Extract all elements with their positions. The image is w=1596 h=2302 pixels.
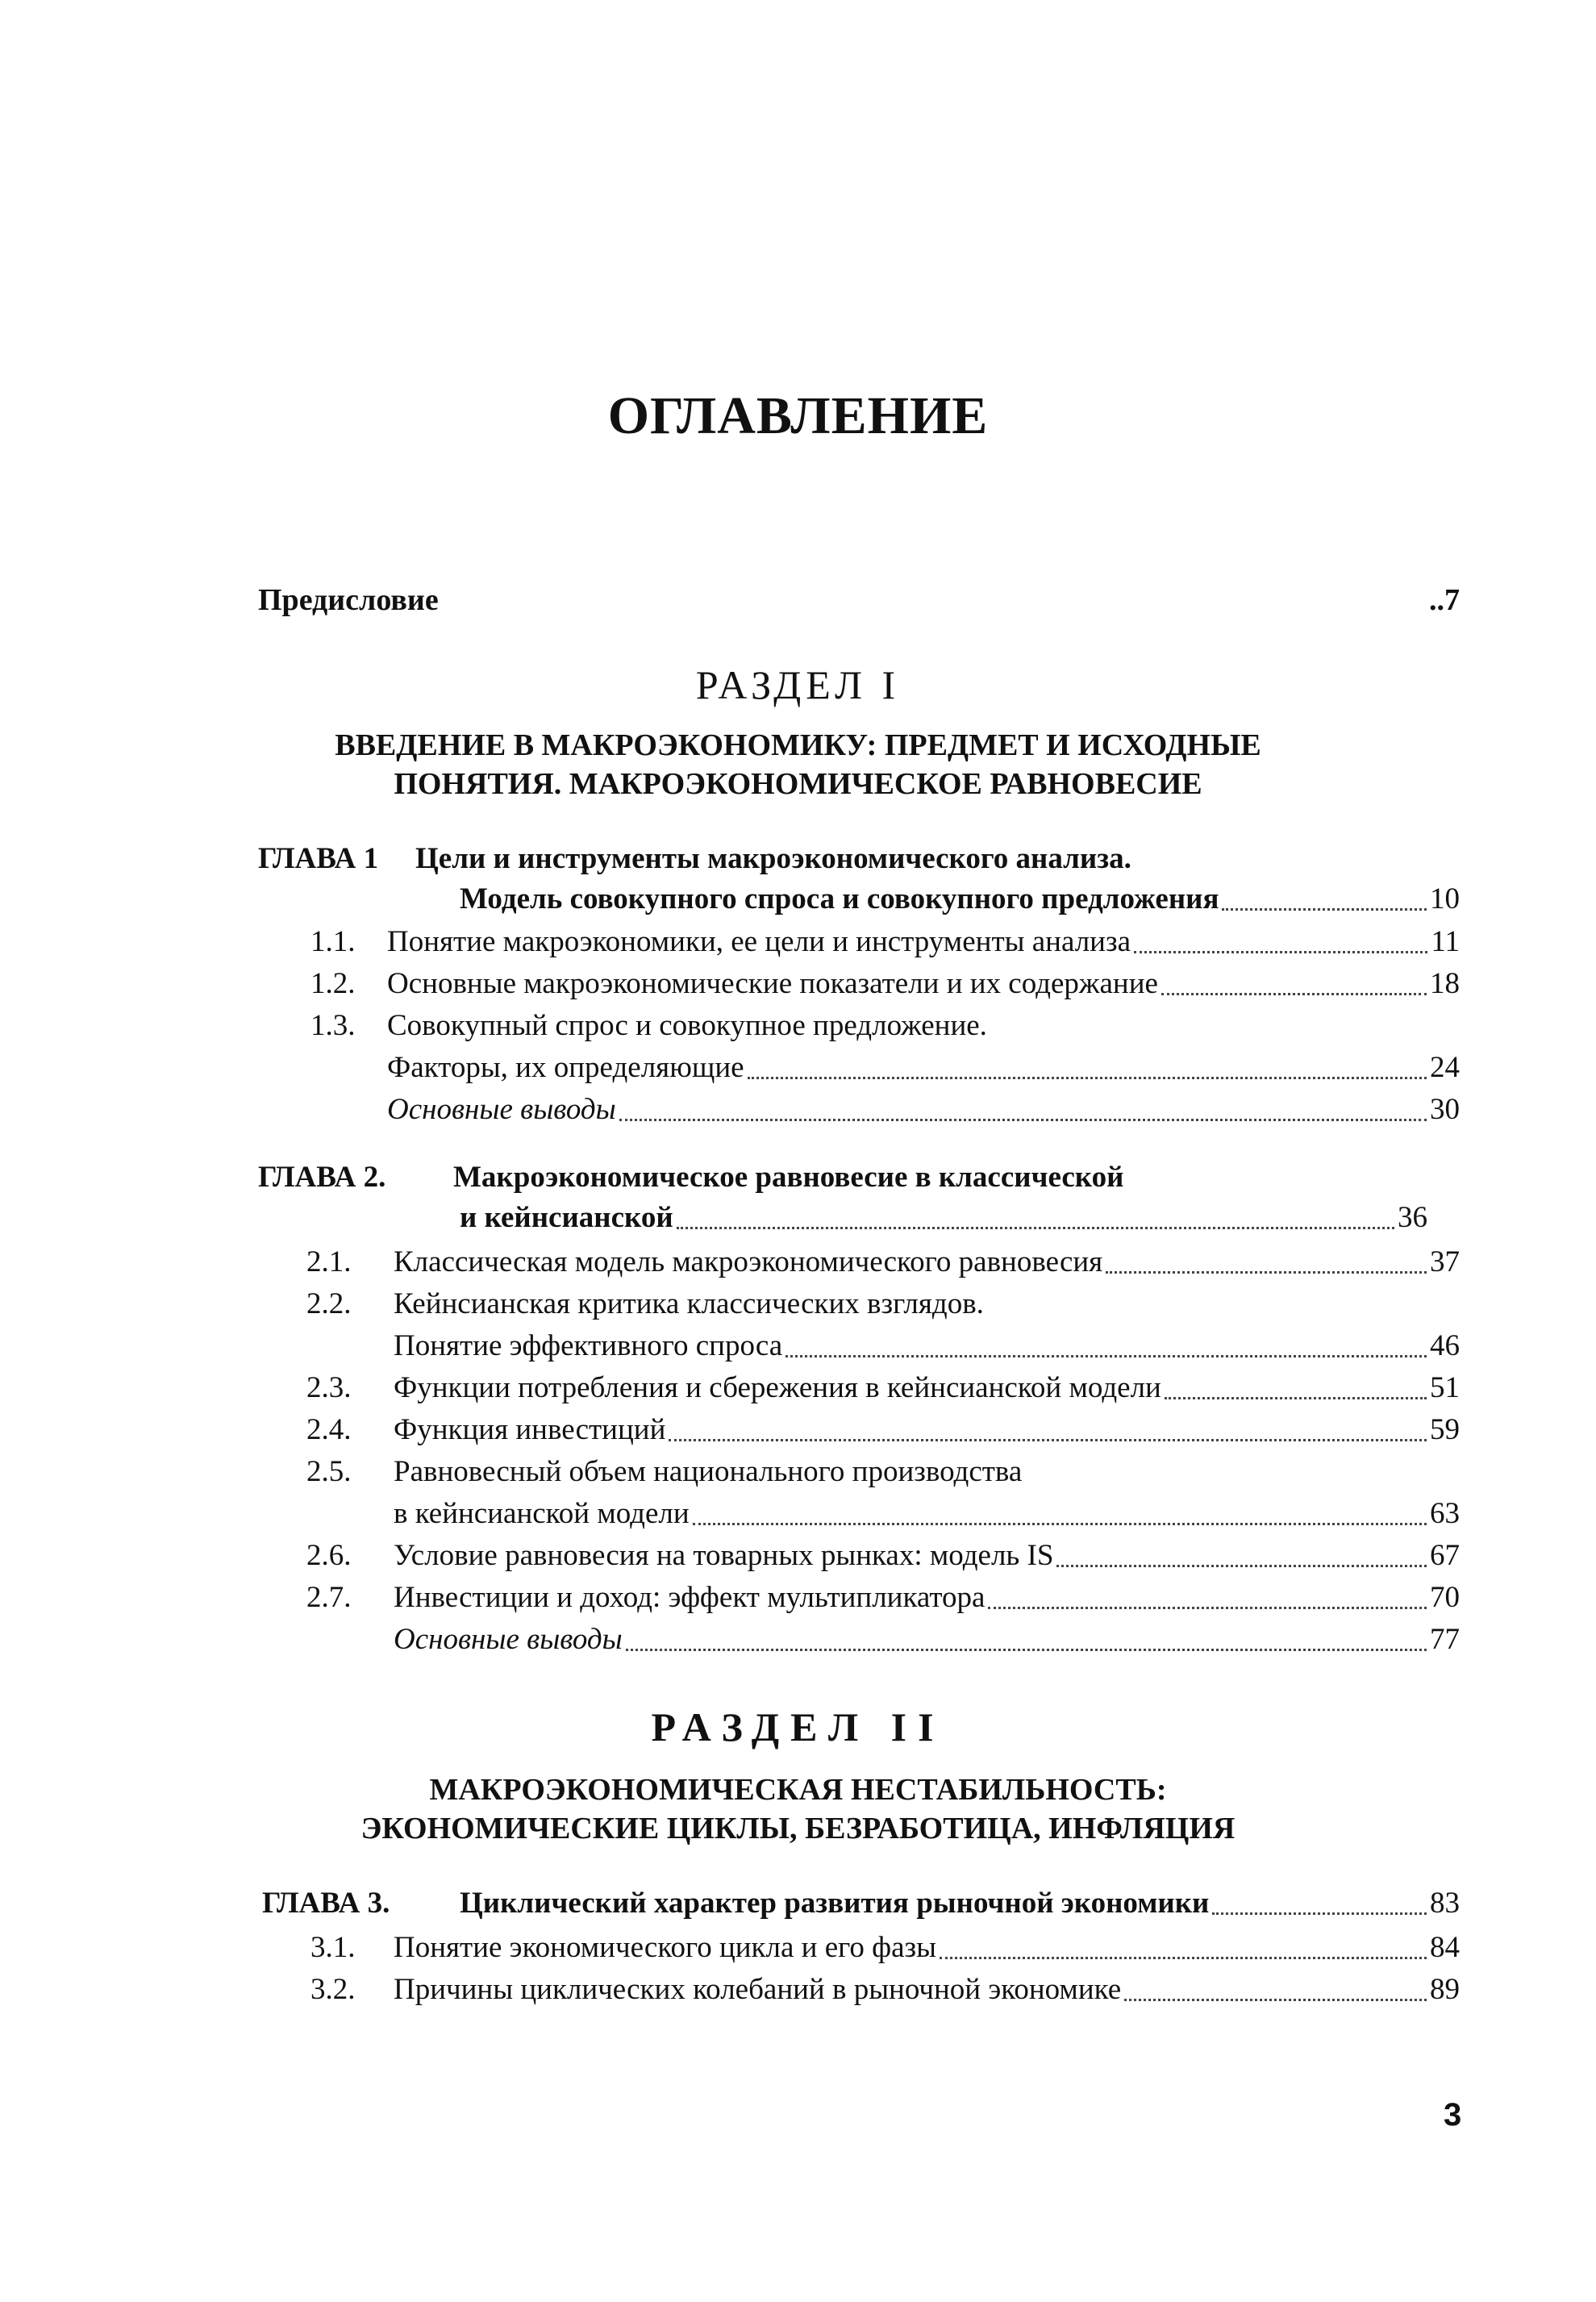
toc-entry-2-3[interactable]: 2.3. Функции потребления и сбережения в кейнсианской модели 51 (306, 1371, 1460, 1404)
chapter-1-title-line-2[interactable]: Модель совокупного спроса и совокупного предложения 10 (460, 879, 1460, 920)
toc-entry-2-2[interactable]: 2.2. Кейнсианская критика классических взглядов. (306, 1287, 984, 1320)
toc-entry-1-3[interactable]: 1.3. Совокупный спрос и совокупное предложение. (310, 1009, 987, 1042)
toc-entry-2-conclusions[interactable]: Основные выводы 77 (394, 1623, 1460, 1656)
toc-entry-1-3-cont[interactable]: Факторы, их определяющие 24 (387, 1051, 1460, 1084)
toc-entry-3-1[interactable]: 3.1. Понятие экономического цикла и его фазы 84 (310, 1931, 1460, 1964)
toc-entry-3-2[interactable]: 3.2. Причины циклических колебаний в рыночной экономике 89 (310, 1973, 1460, 2006)
toc-entry-2-5-cont[interactable]: в кейнсианской модели 63 (394, 1497, 1460, 1530)
toc-entry-1-conclusions[interactable]: Основные выводы 30 (387, 1093, 1460, 1126)
chapter-3-label: ГЛАВА 3. (262, 1887, 390, 1920)
preface-label: Предисловие (258, 583, 439, 617)
toc-entry-2-1[interactable]: 2.1. Классическая модель макроэкономического равновесия 37 (306, 1245, 1460, 1278)
section-2-subtitle-line-1: МАКРОЭКОНОМИЧЕСКАЯ НЕСТАБИЛЬНОСТЬ: (429, 1773, 1167, 1807)
toc-entry-2-4[interactable]: 2.4. Функция инвестиций 59 (306, 1413, 1460, 1446)
section-2-heading: РАЗДЕЛ II (651, 1704, 945, 1749)
toc-entry-2-2-cont[interactable]: Понятие эффективного спроса 46 (394, 1329, 1460, 1362)
toc-entry-2-5[interactable]: 2.5. Равновесный объем национального производства (306, 1455, 1023, 1488)
chapter-1-title-line-1[interactable]: Цели и инструменты макроэкономического анализа. (415, 842, 1131, 875)
section-1-subtitle-line-1: ВВЕДЕНИЕ В МАКРОЭКОНОМИКУ: ПРЕДМЕТ И ИСХОДНЫЕ (335, 728, 1261, 762)
leader-dots (677, 1227, 1394, 1229)
page-title: ОГЛАВЛЕНИЕ (607, 386, 989, 445)
chapter-1-label: ГЛАВА 1 (258, 842, 379, 875)
section-2-subtitle-line-2: ЭКОНОМИЧЕСКИЕ ЦИКЛЫ, БЕЗРАБОТИЦА, ИНФЛЯЦИЯ (360, 1812, 1236, 1845)
chapter-3-title[interactable]: Циклический характер развития рыночной экономики 83 (460, 1883, 1460, 1924)
toc-entry-2-7[interactable]: 2.7. Инвестиции и доход: эффект мультипликатора 70 (306, 1581, 1460, 1614)
section-1-subtitle-line-2: ПОНЯТИЯ. МАКРОЭКОНОМИЧЕСКОЕ РАВНОВЕСИЕ (394, 767, 1202, 801)
chapter-1-page: 10 (1430, 882, 1460, 915)
section-1-heading: РАЗДЕЛ I (695, 662, 901, 707)
page-number: 3 (1444, 2097, 1462, 2133)
toc-entry-2-6[interactable]: 2.6. Условие равновесия на товарных рынках: модель IS 67 (306, 1539, 1460, 1572)
chapter-2-title-line-2[interactable]: и кейнсианской 36 (460, 1198, 1427, 1238)
chapter-2-title-line-1[interactable]: Макроэкономическое равновесие в классической (453, 1161, 1124, 1194)
chapter-2-page: 36 (1398, 1201, 1427, 1234)
toc-entry-1-1[interactable]: 1.1. Понятие макроэкономики, ее цели и инструменты анализа 11 (310, 925, 1460, 958)
preface-page: ..7 (1429, 583, 1460, 617)
toc-preface[interactable] (258, 581, 1460, 619)
leader-dots (1222, 908, 1427, 911)
toc-entry-1-2[interactable]: 1.2. Основные макроэкономические показатели и их содержание 18 (310, 967, 1460, 1000)
chapter-3-page: 83 (1430, 1887, 1460, 1920)
chapter-2-label: ГЛАВА 2. (258, 1161, 386, 1194)
leader-dots (1212, 1912, 1427, 1915)
